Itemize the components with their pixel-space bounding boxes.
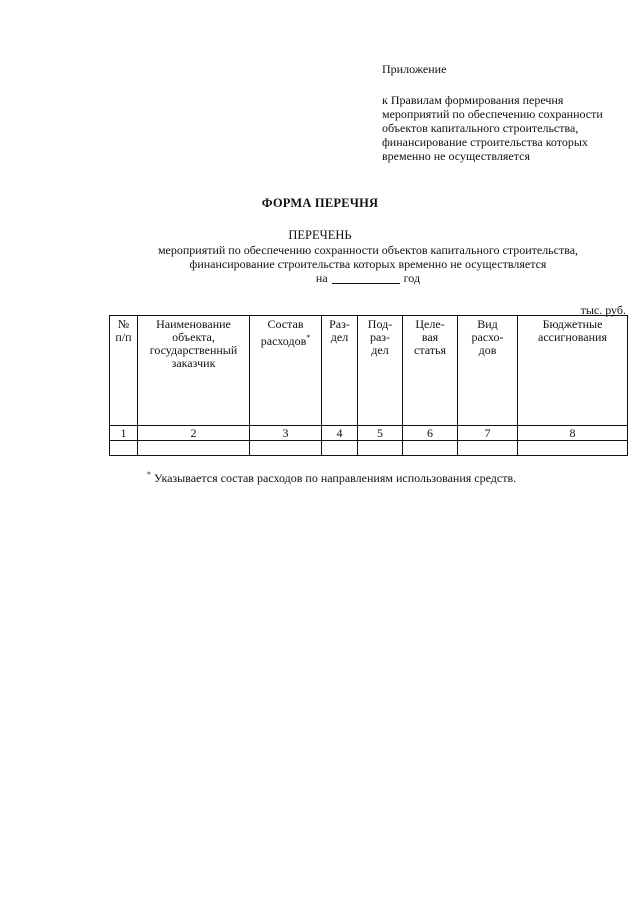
- year-line: [0, 271, 640, 286]
- table-cell: 8: [518, 426, 628, 441]
- list-table: [109, 315, 628, 456]
- header-cell-expense-type: Вид расхо- дов: [458, 316, 518, 426]
- table-cell: [250, 441, 322, 456]
- footnote: [147, 470, 516, 486]
- footnote-text: Указывается состав расходов по направлениям использования средств.: [154, 471, 517, 485]
- table-cell: [138, 441, 250, 456]
- header-cell-object: Наименование объекта, государственный заказчик: [138, 316, 250, 426]
- table-cell: 5: [358, 426, 403, 441]
- table-number-row: [110, 426, 628, 441]
- appendix-block: [382, 62, 627, 163]
- table-cell: [322, 441, 358, 456]
- table-cell: 2: [138, 426, 250, 441]
- table-cell: [358, 441, 403, 456]
- header-cell-number: № п/п: [110, 316, 138, 426]
- header-footnote-mark: *: [306, 333, 311, 342]
- form-title: ФОРМА ПЕРЕЧНЯ: [261, 196, 379, 210]
- table-cell: [110, 441, 138, 456]
- list-subtitle-line: мероприятий по обеспечению сохранности объектов капитального строительства,: [157, 243, 579, 257]
- header-cell-section: Раз- дел: [322, 316, 358, 426]
- table-cell: 4: [322, 426, 358, 441]
- header-cell-subsection: Под- раз- дел: [358, 316, 403, 426]
- header-cell-target-article: Целе- вая статья: [403, 316, 458, 426]
- table-cell: [403, 441, 458, 456]
- table-cell: 6: [403, 426, 458, 441]
- list-subtitle: [0, 243, 640, 271]
- appendix-line: временно не осуществляется: [382, 149, 530, 163]
- table-cell: [518, 441, 628, 456]
- year-blank: [332, 283, 400, 284]
- year-suffix: год: [403, 271, 421, 285]
- header-cell-expense-composition: Состав расходов*: [250, 316, 322, 426]
- year-prefix: на: [315, 271, 328, 285]
- list-subtitle-line: финансирование строительства которых временно не осуществляется: [189, 257, 547, 271]
- units-label: тыс. руб.: [580, 303, 626, 317]
- header-cell-budget-allocations: Бюджетные ассигнования: [518, 316, 628, 426]
- table-cell: 7: [458, 426, 518, 441]
- table-cell: 3: [250, 426, 322, 441]
- table-cell: 1: [110, 426, 138, 441]
- appendix-line: к Правилам формирования перечня: [382, 93, 564, 107]
- appendix-line: мероприятий по обеспечению сохранности: [382, 107, 603, 121]
- table-cell: [458, 441, 518, 456]
- list-title: ПЕРЕЧЕНЬ: [288, 228, 352, 242]
- table-header-row: [110, 316, 628, 426]
- appendix-line: объектов капитального строительства,: [382, 121, 579, 135]
- table-row: [110, 441, 628, 456]
- appendix-line: финансирование строительства которых: [382, 135, 588, 149]
- appendix-title: Приложение: [382, 62, 447, 76]
- footnote-mark: *: [147, 470, 151, 479]
